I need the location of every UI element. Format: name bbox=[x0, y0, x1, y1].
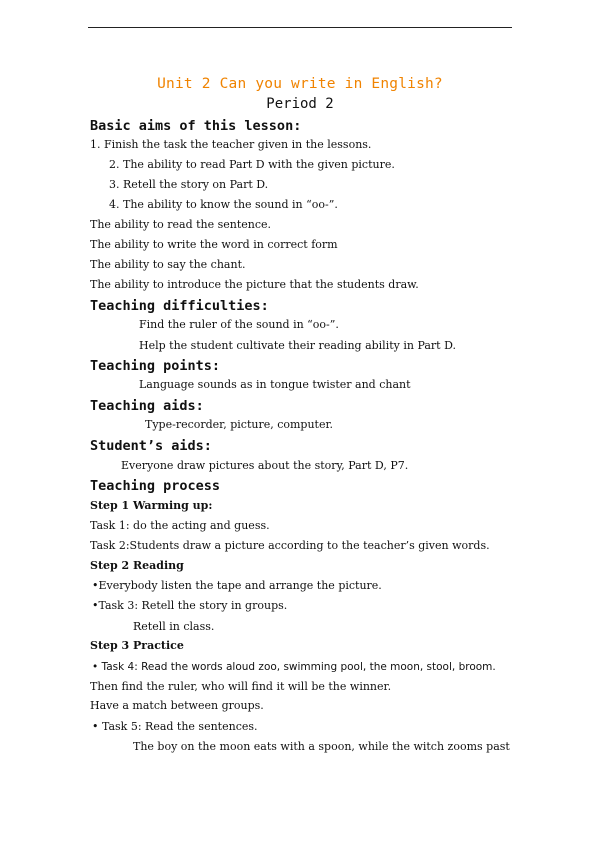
task-2-line: Task 2:Students draw a picture according to the teacher’s given words. bbox=[90, 539, 490, 552]
difficulties-heading: Teaching difficulties: bbox=[90, 298, 269, 314]
aim-item-1: 1. Finish the task the teacher given in the lessons. bbox=[90, 138, 372, 151]
header-rule bbox=[88, 27, 512, 28]
ability-write: The ability to write the word in correct form bbox=[90, 238, 338, 251]
step-3-label: Step 3 Practice bbox=[90, 639, 184, 652]
ability-chant: The ability to say the chant. bbox=[90, 258, 246, 271]
process-heading: Teaching process bbox=[90, 478, 221, 494]
document-title: Unit 2 Can you write in English? bbox=[157, 76, 443, 92]
ability-read: The ability to read the sentence. bbox=[90, 218, 272, 231]
difficulty-item: Help the student cultivate their reading ability in Part D. bbox=[139, 339, 457, 352]
sentence-line: The boy on the moon eats with a spoon, while the witch zooms past bbox=[133, 740, 510, 753]
aim-item-3: 3. Retell the story on Part D. bbox=[109, 178, 269, 191]
task-1-line: Task 1: do the acting and guess. bbox=[90, 519, 270, 532]
retell-line: Retell in class. bbox=[133, 620, 215, 633]
student-aids-heading: Student’s aids: bbox=[90, 438, 212, 454]
aid-item: Type-recorder, picture, computer. bbox=[145, 418, 334, 431]
points-heading: Teaching points: bbox=[90, 358, 221, 374]
step-1-label: Step 1 Warming up: bbox=[90, 499, 213, 512]
student-aid-item: Everyone draw pictures about the story, Part D, P7. bbox=[121, 459, 409, 472]
task-5-line: • Task 5: Read the sentences. bbox=[92, 720, 258, 733]
aims-heading: Basic aims of this lesson: bbox=[90, 118, 302, 134]
task-4-line: • Task 4: Read the words aloud zoo, swimming pool, the moon, stool, broom. bbox=[92, 661, 496, 673]
period-label: Period 2 bbox=[266, 96, 334, 112]
aim-item-2: 2. The ability to read Part D with the given picture. bbox=[109, 158, 395, 171]
find-ruler-line: Then find the ruler, who will find it will be the winner. bbox=[90, 680, 392, 693]
step-2-label: Step 2 Reading bbox=[90, 559, 184, 572]
difficulty-item: Find the ruler of the sound in “oo-”. bbox=[139, 318, 339, 331]
point-item: Language sounds as in tongue twister and chant bbox=[139, 378, 411, 391]
task-3-line: •Task 3: Retell the story in groups. bbox=[92, 599, 288, 612]
step-2-bullet: •Everybody listen the tape and arrange the picture. bbox=[92, 579, 382, 592]
ability-introduce: The ability to introduce the picture that the students draw. bbox=[90, 278, 419, 291]
match-line: Have a match between groups. bbox=[90, 699, 264, 712]
aids-heading: Teaching aids: bbox=[90, 398, 204, 414]
aim-item-4: 4. The ability to know the sound in “oo-”. bbox=[109, 198, 338, 211]
